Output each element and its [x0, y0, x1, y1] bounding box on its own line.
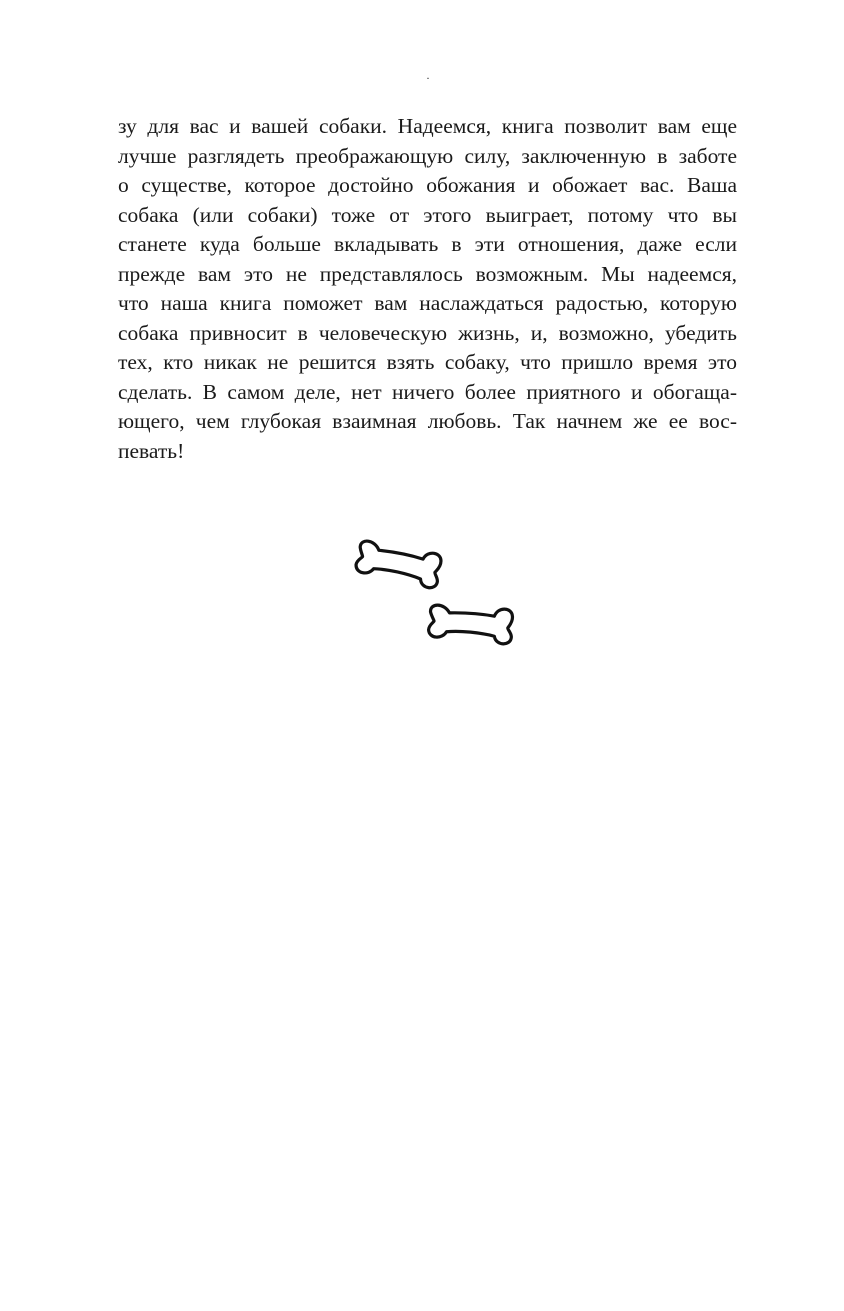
- text-line: собака привносит в человеческую жизнь, и, возможно, убедить: [118, 320, 737, 345]
- dog-bones-ornament: [350, 535, 520, 655]
- text-line: ющего, чем глубокая взаимная любовь. Так начнем же ее вос-: [118, 409, 737, 433]
- text-line: сделать. В самом деле, нет ничего более приятного и обогаща-: [118, 379, 737, 404]
- page-top-mark: ·: [426, 71, 430, 85]
- text-line: прежде вам это не представлялось возможным. Мы надеемся,: [118, 261, 737, 286]
- dog-bone-icon: [354, 540, 442, 589]
- body-paragraph: [118, 112, 737, 466]
- text-line: станете куда больше вкладывать в эти отношения, даже если: [118, 232, 737, 256]
- text-line: о существе, которое достойно обожания и обожает вас. Ваша: [118, 173, 737, 197]
- text-line: зу для вас и вашей собаки. Надеемся, книга позволит вам еще: [118, 114, 737, 138]
- text-line: тех, кто никак не решится взять собаку, что пришло время это: [118, 350, 737, 374]
- text-line: собака (или собаки) тоже от этого выиграет, потому что вы: [118, 202, 737, 227]
- text-line: лучше разглядеть преображающую силу, заключенную в заботе: [118, 143, 737, 168]
- text-line: певать!: [118, 438, 185, 463]
- text-line: что наша книга поможет вам наслаждаться радостью, которую: [118, 291, 737, 315]
- dog-bone-icon: [428, 605, 513, 645]
